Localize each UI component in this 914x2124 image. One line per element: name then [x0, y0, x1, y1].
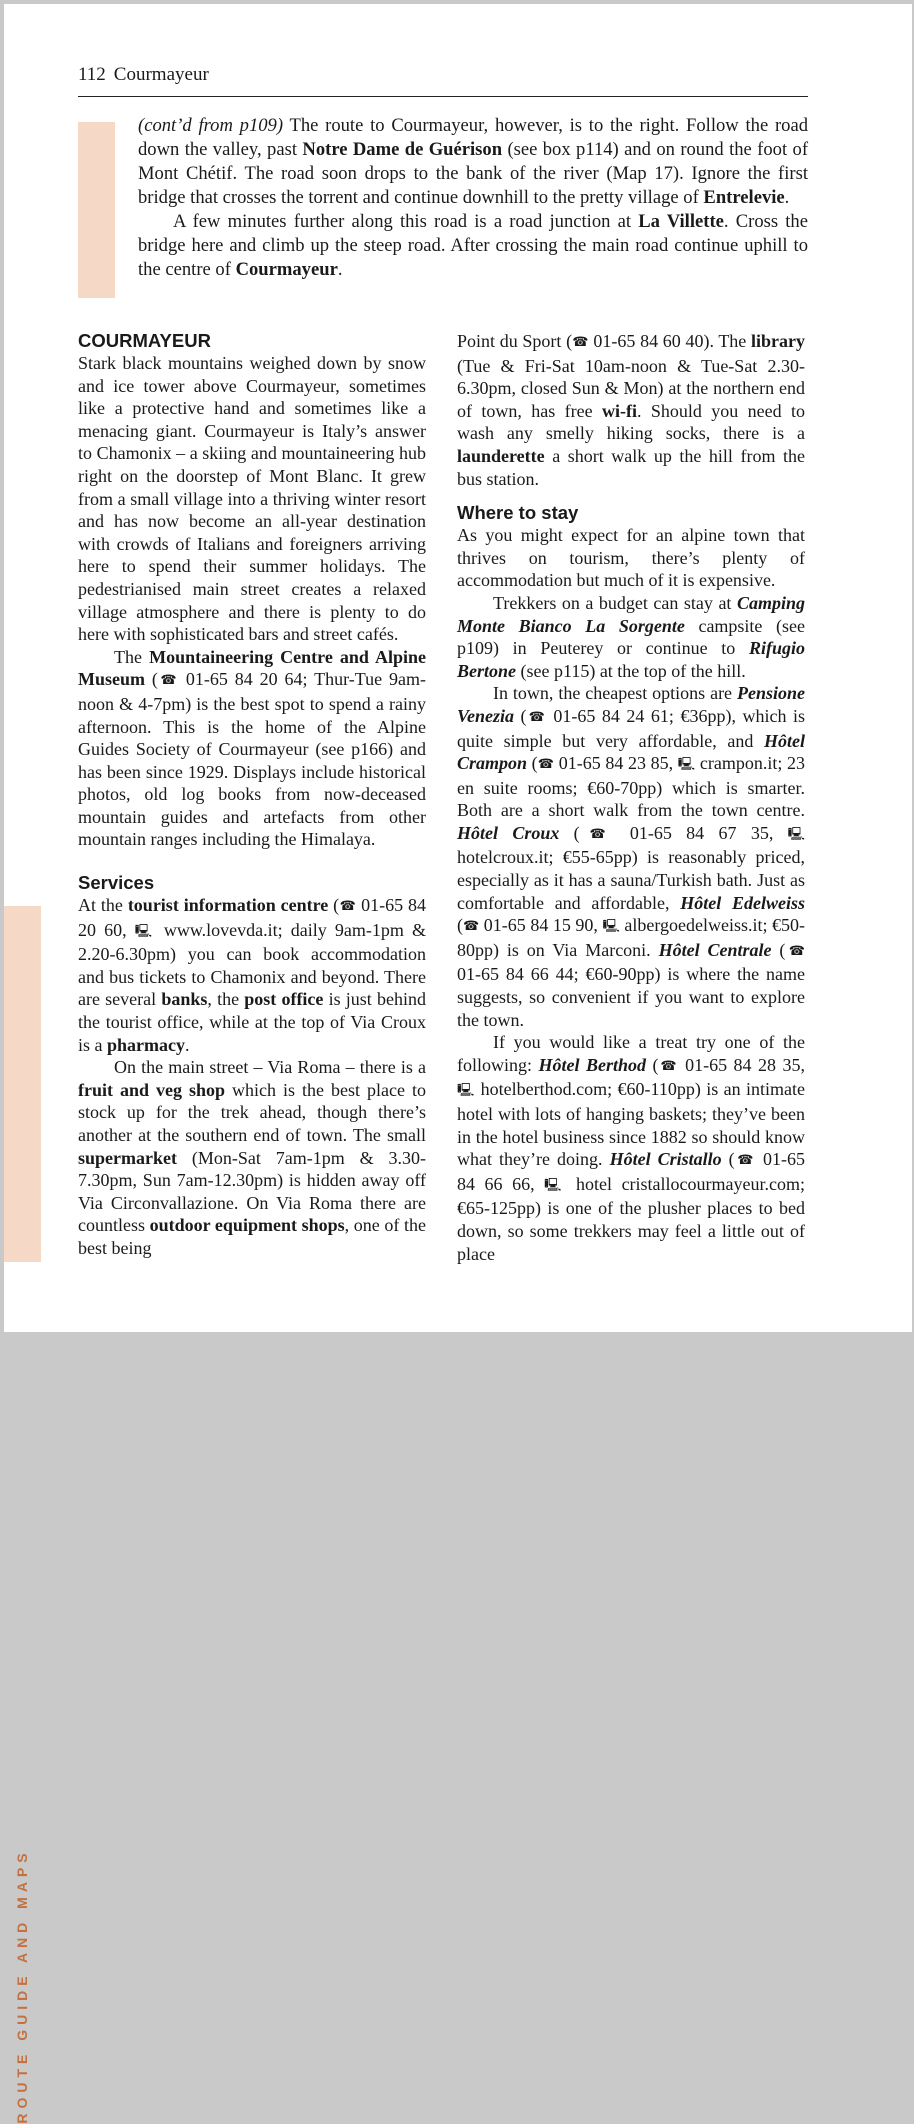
text-run: www.lovevda.it; daily 9am-1pm & 2.20-6.30pm) you can book accommodation and bus tickets to Chamonix and beyond. There are several [78, 919, 426, 1010]
side-tab-label: ROUTE GUIDE AND MAPS [14, 1848, 30, 2124]
header-rule [78, 96, 808, 97]
text-run: Pensione Venezia [457, 683, 805, 726]
body-paragraph [457, 524, 805, 592]
right-column [457, 330, 805, 1265]
text-run: ( [457, 915, 463, 936]
text-run: 01-65 84 66 44; €60-90pp) is where the name suggests, so convenient if you want to explore the town. [457, 964, 805, 1030]
running-title: Courmayeur [113, 64, 209, 85]
text-run: campsite (see p109) in Peuterey or continue to [457, 615, 806, 659]
text-run: The [114, 646, 150, 667]
phone-icon: ☎ [785, 942, 806, 958]
text-run: pharmacy [107, 1034, 185, 1055]
phone-icon: ☎ [572, 334, 589, 349]
text-run: Courmayeur [235, 259, 338, 280]
phone-icon: ☎ [463, 918, 480, 934]
text-run: If you would like a treat try one of the following: [457, 1032, 805, 1075]
text-run: hotel cristallocourmayeur.com; €65-125pp) is one of the plusher places to bed down, so some trekkers may feel a little out of place [457, 1173, 806, 1264]
text-run: La Villette [638, 211, 724, 232]
text-run: . Cross the bridge here and climb up the steep road. After crossing the main road continue uphill to the centre of [138, 211, 808, 280]
body-paragraph [78, 352, 426, 646]
text-run: 01-65 84 60 40). The [588, 331, 751, 351]
website-icon: 🖳 [544, 1176, 567, 1192]
text-run: supermarket [78, 1147, 177, 1168]
subsection-heading: Services [78, 872, 155, 894]
text-run: (Tue & Fri-Sat 10am-noon & Tue-Sat 2.30-6.30pm, closed Sun & Mon) at the northern end of town, has free [457, 355, 805, 421]
text-run: , the [207, 989, 245, 1010]
text-run: outdoor equipment shops [149, 1215, 345, 1236]
text-run: launderette [457, 445, 545, 466]
text-run: 01-65 84 20 64; Thur-Tue 9am-noon & 4-7pm) is the best spot to spend a rainy afternoon. This is the home of the Alpine Guides Society of Courmayeur (see p166) and has been since 1929. Displays include historical photos, old log books from now-deceased mountain guides and artefacts from other mountain ranges including the Himalaya. [78, 669, 426, 850]
section-heading: COURMAYEUR [78, 330, 211, 351]
intro-box [138, 114, 808, 282]
book-page [4, 4, 912, 2124]
text-run: banks [161, 989, 208, 1010]
text-run: tourist information centre [127, 895, 329, 916]
text-run: hotelberthod.com; €60-110pp) is an intimate hotel with lots of hanging baskets; they’ve been in the hotel business since 1882 so should know what they’re doing. [457, 1079, 806, 1170]
text-run: albergoedelweiss.it; €50-80pp) is on Via Marconi. [457, 915, 806, 960]
text-run: Point du Sport ( [457, 331, 573, 351]
body-paragraph [78, 894, 426, 1056]
text-run: Notre Dame de Guérison [302, 139, 503, 160]
text-run: 01-65 84 24 61; €36pp), which is quite simple but very affordable, and [457, 705, 806, 751]
text-run: A few minutes further along this road is a road junction at [173, 211, 639, 232]
text-run: . [185, 1034, 190, 1055]
phone-icon: ☎ [157, 672, 179, 688]
phone-icon: ☎ [734, 1152, 756, 1168]
text-run: is just behind the tourist office, while at the top of Via Croux is a [78, 989, 426, 1055]
running-header [78, 62, 808, 88]
body-paragraph [457, 330, 805, 490]
text-run: As you might expect for an alpine town that thrives on tourism, there’s plenty of accommodation but much of it is expensive. [457, 525, 805, 591]
body-paragraph [457, 1031, 805, 1265]
body-paragraph [78, 646, 426, 851]
text-run: ( [145, 669, 158, 690]
website-icon: 🖳 [134, 922, 156, 938]
continuation-marker [78, 122, 115, 298]
text-run: 01-65 84 15 90, [479, 915, 603, 936]
body-paragraph [457, 682, 805, 1031]
text-run: hotelcroux.it; €55-65pp) is reasonably priced, especially as it has a sauna/Turkish bath. Just as comfortable and affordable, [457, 847, 805, 913]
page-number: 112 [78, 64, 106, 85]
text-run: On the main street – Via Roma – there is a [114, 1057, 426, 1078]
text-run: ( [721, 1149, 735, 1170]
body-paragraph [457, 592, 805, 682]
website-icon: 🖳 [677, 756, 696, 772]
text-run: 01-65 84 28 35, [678, 1054, 806, 1075]
text-run: . [784, 187, 790, 208]
text-run: library [751, 331, 805, 351]
text-run: Stark black mountains weighed down by snow and ice tower above Courmayeur, sometimes like a protective hand and sometimes like a menacing giant. Courmayeur is Italy’s answer to Chamonix – a skiing and mountaineering hub right on the doorstep of Mont Blanc. It grew from a small village into a thriving winter resort and has now become an all-year destination with crowds of Italians and foreigners arriving here to spend their summer holidays. The pedestrianised main street creates a relaxed village atmosphere and there is plenty to do here with sophisticated bars and street cafés. [78, 353, 426, 645]
text-run: 01-65 84 23 85, [554, 753, 678, 774]
text-run: (see box p114) and on round the foot of Mont Chétif. The road soon drops to the bank of the river (Map 17). Ignore the first bridge that crosses the torrent and continue downhill to the pretty village of [138, 139, 809, 208]
text-run: 01-65 84 20 60, [78, 895, 426, 940]
phone-icon: ☎ [526, 708, 547, 724]
phone-icon: ☎ [339, 898, 357, 914]
text-run: Hôtel Crampon [457, 730, 805, 774]
text-run: Trekkers on a budget can stay at [493, 592, 737, 613]
text-run: 01-65 84 67 35, [615, 822, 788, 843]
text-run: ( [771, 939, 786, 960]
text-run: crampon.it; 23 en suite rooms; €60-70pp) which is smarter. Both are a short walk from the town centre. [457, 753, 806, 821]
text-run: ( [645, 1054, 659, 1075]
text-run: At the [78, 895, 128, 916]
text-run: Camping Monte Bianco La Sorgente [457, 592, 805, 636]
text-run: Hôtel Cristallo [609, 1149, 722, 1170]
text-run: (see p115) at the top of the hill. [516, 660, 746, 681]
text-run: ( [559, 822, 580, 843]
text-run: Entrelevie [703, 187, 785, 208]
website-icon: 🖳 [457, 1082, 476, 1098]
text-run: (Mon-Sat 7am-1pm & 3.30-7.30pm, Sun 7am-12.30pm) is hidden away off Via Circonvallazione. On Via Roma there are countless [78, 1147, 426, 1236]
phone-icon: ☎ [579, 825, 616, 841]
text-run: a short walk up the hill from the bus station. [457, 445, 805, 489]
text-run: 01-65 84 66 66, [457, 1149, 806, 1194]
intro-paragraph [138, 114, 808, 210]
body-paragraph [78, 1056, 426, 1259]
text-run: . [337, 259, 343, 280]
text-run: which is the best place to stock up for the trek ahead, though there’s another at the southern end of town. The small [78, 1079, 427, 1145]
website-icon: 🖳 [602, 918, 620, 934]
text-run: ( [328, 895, 340, 916]
text-run: (cont’d from p109) [138, 115, 284, 136]
text-run: Hôtel Edelweiss [680, 892, 805, 913]
text-run: Rifugio Bertone [457, 638, 805, 681]
text-run: . Should you need to wash any smelly hiking socks, there is a [457, 400, 805, 444]
text-run: In town, the cheapest options are [493, 683, 737, 704]
website-icon: 🖳 [787, 825, 806, 841]
text-run: , one of the best being [78, 1215, 426, 1258]
phone-icon: ☎ [537, 756, 555, 772]
side-tab [4, 906, 41, 2124]
text-run: ( [514, 705, 527, 726]
text-run: post office [244, 989, 324, 1010]
text-run: wi-fi [601, 400, 637, 421]
text-run: Hôtel Croux [457, 822, 560, 843]
text-run: Hôtel Centrale [658, 939, 772, 960]
phone-icon: ☎ [658, 1057, 679, 1073]
text-run: fruit and veg shop [78, 1079, 226, 1100]
subsection-heading: Where to stay [457, 502, 579, 524]
left-column [78, 330, 426, 1260]
text-run: ( [527, 753, 538, 774]
text-run: The route to Courmayeur, however, is to the right. Follow the road down the valley, past [138, 115, 808, 160]
intro-paragraph [138, 210, 808, 282]
text-run: Mountaineering Centre and Alpine Museum [78, 646, 427, 690]
text-run: Hôtel Berthod [538, 1054, 646, 1075]
